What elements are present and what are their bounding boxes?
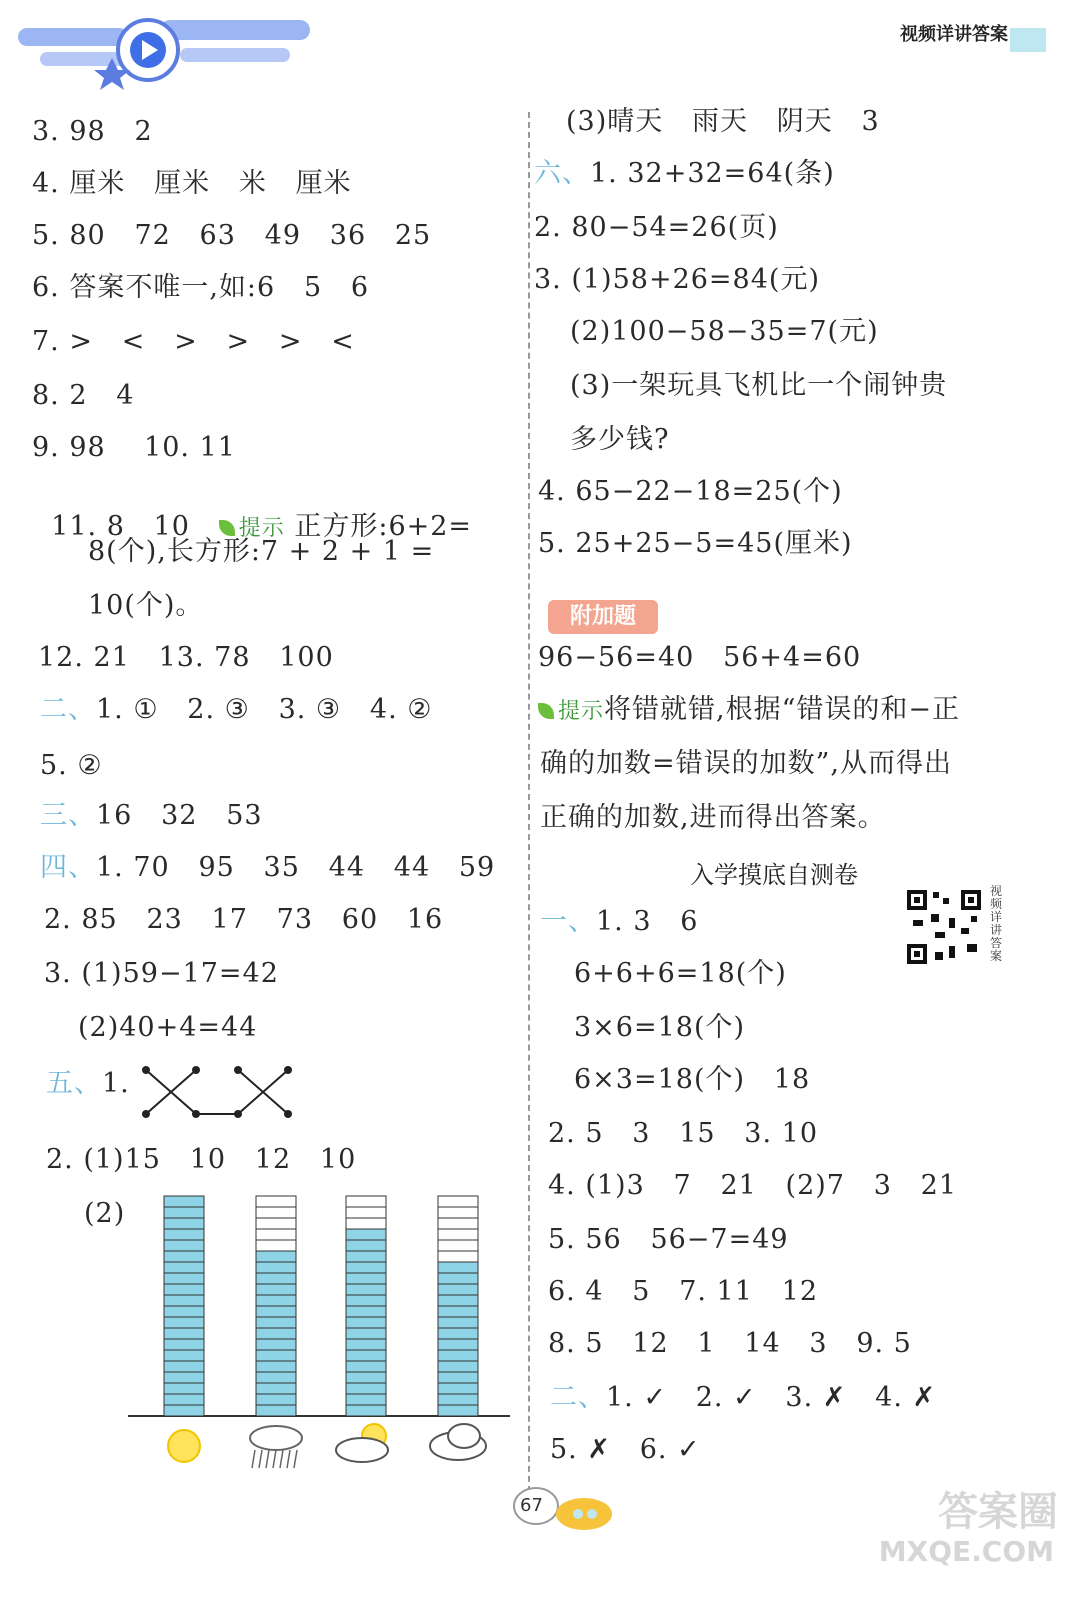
bar-column xyxy=(346,1196,386,1416)
answer-line: 3×6=18(个) xyxy=(574,1012,746,1043)
section-yi-line xyxy=(540,908,698,935)
answer-line: 3. (1)58+26=84(元) xyxy=(534,264,820,295)
bar-cell-empty xyxy=(346,1218,386,1229)
bar-cell-filled xyxy=(438,1262,478,1273)
answer-line: 2. (1)15 10 12 10 xyxy=(46,1144,357,1175)
answer-line: 12. 21 13. 78 100 xyxy=(38,642,334,673)
bar-cell-filled xyxy=(164,1328,204,1339)
bar-cell-filled xyxy=(256,1394,296,1405)
answer-line: 6×3=18(个) 18 xyxy=(574,1064,811,1095)
bar-cell-filled xyxy=(164,1196,204,1207)
answer-line: (2) xyxy=(84,1198,126,1229)
bar-cell-filled xyxy=(346,1273,386,1284)
section-mark: 一、 xyxy=(540,906,596,937)
answer-text: 1. ✓ 2. ✓ 3. ✗ 4. ✗ xyxy=(606,1382,937,1413)
bar-cell-filled xyxy=(438,1372,478,1383)
answer-line: 7. > < > > > < xyxy=(32,326,355,357)
answer-line: 2. 80−54=26(页) xyxy=(534,212,779,243)
answer-line: (2)100−58−35=7(元) xyxy=(570,316,879,347)
weather-icons xyxy=(168,1424,486,1468)
bar-cell-filled xyxy=(164,1372,204,1383)
bar-cell-filled xyxy=(346,1317,386,1328)
bar-cell-filled xyxy=(256,1306,296,1317)
bar-cell-empty xyxy=(438,1251,478,1262)
bar-cell-filled xyxy=(346,1284,386,1295)
answer-line: 6. 答案不唯一,如:6 5 6 xyxy=(32,272,370,303)
answer-line: 6. 4 5 7. 11 12 xyxy=(548,1276,818,1307)
bar-cell-filled xyxy=(256,1350,296,1361)
column-divider xyxy=(528,112,530,1512)
answer-line: 3. 98 2 xyxy=(32,116,153,147)
answer-line: 6+6+6=18(个) xyxy=(574,958,787,989)
section-er-line xyxy=(40,696,432,723)
rain-cloud-icon xyxy=(250,1426,302,1468)
bar-cell-filled xyxy=(164,1317,204,1328)
bar-cell-filled xyxy=(256,1295,296,1306)
bar-cell-filled xyxy=(346,1251,386,1262)
watermark-url: MXQE.COM xyxy=(878,1535,1054,1568)
bar-cell-filled xyxy=(164,1405,204,1416)
header-title: 视频详讲答案 xyxy=(900,24,1008,45)
answer-line: (3)一架玩具飞机比一个闹钟贵 xyxy=(570,370,948,401)
bar-cell-filled xyxy=(164,1383,204,1394)
bar-cell-filled xyxy=(256,1317,296,1328)
bar-cell-filled xyxy=(256,1251,296,1262)
answer-text: 16 32 53 xyxy=(96,800,263,831)
bar-cell-filled xyxy=(438,1394,478,1405)
bar-cell-empty xyxy=(346,1196,386,1207)
answer-line: 8. 5 12 1 14 3 9. 5 xyxy=(548,1328,912,1359)
answer-line: (3)晴天 雨天 阴天 3 xyxy=(566,106,880,137)
qr-label: 视频详讲答案 xyxy=(990,884,1003,963)
bar-cell-filled xyxy=(346,1240,386,1251)
bar-cell-filled xyxy=(164,1273,204,1284)
section-mark: 五、 xyxy=(46,1068,102,1099)
bar-cell-empty xyxy=(256,1207,296,1218)
bar-column xyxy=(164,1196,204,1416)
answer-line: 2. 85 23 17 73 60 16 xyxy=(44,904,444,935)
answer-line: 5. 56 56−7=49 xyxy=(548,1224,789,1255)
bar-cell-filled xyxy=(164,1240,204,1251)
bar-cell-filled xyxy=(256,1262,296,1273)
bar-cell-filled xyxy=(438,1317,478,1328)
bar-cell-filled xyxy=(164,1207,204,1218)
matching-lines xyxy=(138,1062,298,1122)
answer-text: 1. xyxy=(102,1068,130,1099)
hint-label: 提示 xyxy=(238,516,285,541)
q11-numbers: 11. 8 10 xyxy=(51,511,190,542)
bar-cell-filled xyxy=(438,1284,478,1295)
section-mark: 三、 xyxy=(40,800,96,831)
bar-cell-filled xyxy=(164,1306,204,1317)
bar-cell-empty xyxy=(438,1240,478,1251)
hint-text: 正方形:6+2= xyxy=(294,511,473,542)
answer-text: 1. 32+32=64(条) xyxy=(590,158,835,189)
q11-line xyxy=(32,486,472,540)
bar-cell-filled xyxy=(346,1328,386,1339)
hint-text: 正确的加数,进而得出答案。 xyxy=(540,802,886,833)
hint-label: 提示 xyxy=(558,699,605,724)
hint-text: 10(个)。 xyxy=(88,590,204,621)
answer-line: 8. 2 4 xyxy=(32,380,135,411)
answer-text: 1. ① 2. ③ 3. ③ 4. ② xyxy=(96,694,433,725)
bar-cell-filled xyxy=(346,1339,386,1350)
sun-icon xyxy=(168,1430,200,1462)
bar-cell-filled xyxy=(164,1218,204,1229)
test-title: 入学摸底自测卷 xyxy=(690,861,858,889)
section-mark: 六、 xyxy=(534,158,590,189)
bar-cell-filled xyxy=(256,1383,296,1394)
bar-cell-filled xyxy=(438,1350,478,1361)
section-si-line xyxy=(40,854,495,881)
bar-cell-filled xyxy=(438,1273,478,1284)
section-er2-line xyxy=(550,1384,936,1411)
answer-text: 1. 3 6 xyxy=(596,906,699,937)
bar-cell-filled xyxy=(164,1229,204,1240)
bar-cell-filled xyxy=(346,1383,386,1394)
bar-cell-filled xyxy=(346,1361,386,1372)
answer-line: 5. ② xyxy=(40,750,103,781)
bar-cell-empty xyxy=(256,1240,296,1251)
answer-line: 4. 厘米 厘米 米 厘米 xyxy=(32,168,352,199)
section-wu-line xyxy=(46,1070,130,1097)
section-mark: 四、 xyxy=(40,852,96,883)
answer-line: 5. 80 72 63 49 36 25 xyxy=(32,220,432,251)
cloud-icon xyxy=(430,1424,486,1460)
section-san-line xyxy=(40,802,263,829)
weather-bar-chart xyxy=(128,1190,518,1480)
bar-cell-empty xyxy=(438,1207,478,1218)
section-mark: 二、 xyxy=(550,1382,606,1413)
bar-cell-filled xyxy=(346,1295,386,1306)
bar-cell-filled xyxy=(256,1339,296,1350)
bar-cell-empty xyxy=(256,1229,296,1240)
answer-text: 1. 70 95 35 44 44 59 xyxy=(96,852,496,883)
answer-line: 2. 5 3 15 3. 10 xyxy=(548,1118,818,1149)
bar-cell-filled xyxy=(346,1306,386,1317)
watermark: 答案圈 xyxy=(938,1489,1058,1535)
bar-cell-filled xyxy=(346,1394,386,1405)
bar-cell-filled xyxy=(438,1405,478,1416)
bar-cell-filled xyxy=(164,1295,204,1306)
bar-cell-filled xyxy=(256,1273,296,1284)
bar-cell-filled xyxy=(438,1339,478,1350)
bar-cell-filled xyxy=(346,1229,386,1240)
bar-cell-filled xyxy=(346,1372,386,1383)
bar-cell-filled xyxy=(438,1295,478,1306)
answer-line: 4. (1)3 7 21 (2)7 3 21 xyxy=(548,1170,957,1201)
hint-text: 将错就错,根据“错误的和−正 xyxy=(604,694,961,725)
bar-cell-filled xyxy=(438,1306,478,1317)
hint-leaf-icon xyxy=(219,520,235,536)
answer-line: 9. 98 10. 11 xyxy=(32,432,236,463)
bar-cell-empty xyxy=(438,1218,478,1229)
bar-cell-filled xyxy=(256,1328,296,1339)
bar-cell-filled xyxy=(164,1251,204,1262)
cloud-sun-icon xyxy=(336,1424,388,1462)
bar-cell-filled xyxy=(346,1405,386,1416)
bar-cell-filled xyxy=(164,1339,204,1350)
section-liu-line xyxy=(534,160,835,187)
extra-questions-title: 附加题 xyxy=(548,600,658,634)
bar-cell-filled xyxy=(438,1328,478,1339)
answer-line: 多少钱? xyxy=(570,424,670,455)
hint-text: 8(个),长方形:7 + 2 + 1 = xyxy=(88,536,435,567)
qr-code-icon[interactable] xyxy=(905,888,983,966)
bar-cell-filled xyxy=(164,1284,204,1295)
bar-cell-filled xyxy=(164,1394,204,1405)
bar-cell-filled xyxy=(256,1372,296,1383)
bar-column xyxy=(438,1196,478,1416)
bar-cell-empty xyxy=(438,1229,478,1240)
extra-hint-line xyxy=(538,696,960,723)
bar-cell-empty xyxy=(438,1196,478,1207)
answer-line: 96−56=40 56+4=60 xyxy=(538,642,862,673)
answer-line: 5. 25+25−5=45(厘米) xyxy=(538,528,853,559)
bar-cell-empty xyxy=(256,1218,296,1229)
answer-line: 4. 65−22−18=25(个) xyxy=(538,476,843,507)
bar-cell-filled xyxy=(164,1350,204,1361)
page-number: 67 xyxy=(520,1495,543,1516)
bar-column xyxy=(256,1196,296,1416)
answer-line: 5. ✗ 6. ✓ xyxy=(550,1434,701,1465)
bar-cell-filled xyxy=(346,1350,386,1361)
bar-cell-filled xyxy=(438,1361,478,1372)
bar-cell-filled xyxy=(256,1284,296,1295)
answer-line: 3. (1)59−17=42 xyxy=(44,958,279,989)
bar-cell-empty xyxy=(346,1207,386,1218)
bar-cell-filled xyxy=(438,1383,478,1394)
header-corner-icon xyxy=(1010,20,1050,60)
bar-cell-filled xyxy=(346,1262,386,1273)
bar-cell-filled xyxy=(164,1262,204,1273)
bar-cell-empty xyxy=(256,1196,296,1207)
section-mark: 二、 xyxy=(40,694,96,725)
bar-cell-filled xyxy=(256,1361,296,1372)
bars xyxy=(164,1196,478,1416)
hint-leaf-icon xyxy=(538,703,554,719)
hint-text: 确的加数=错误的加数”,从而得出 xyxy=(540,748,953,779)
bar-cell-filled xyxy=(256,1405,296,1416)
bar-cell-filled xyxy=(164,1361,204,1372)
answer-line: (2)40+4=44 xyxy=(78,1012,258,1043)
header-banner xyxy=(0,0,330,90)
